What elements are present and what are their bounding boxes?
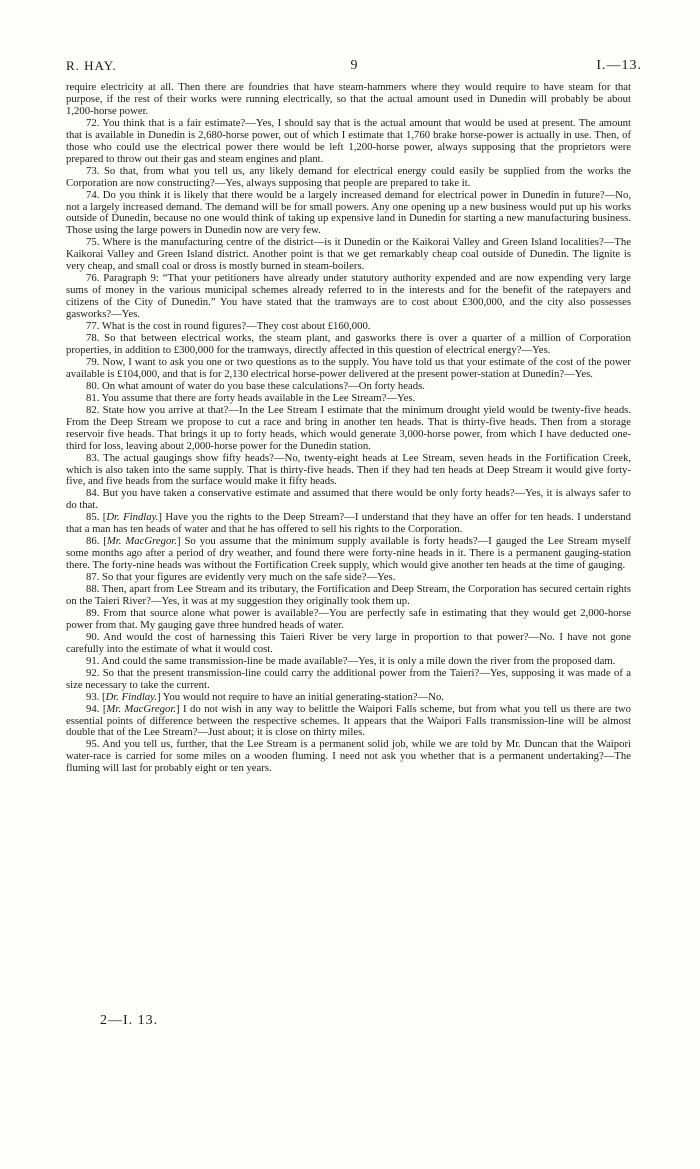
paragraph: 85. [Dr. Findlay.] Have you the rights to the Deep Stream?—I understand that they have an offer for ten heads. I understand that a man has ten heads of water and that he has offered to sell his rights to the Corporation.: [66, 511, 631, 536]
paragraph: 73. So that, from what you tell us, any likely demand for electrical energy could easily be supplied from the works the Corporation are now constructing?—Yes, always supposing that people are prepared to take it.: [66, 164, 631, 189]
paragraph: 79. Now, I want to ask you one or two questions as to the supply. You have told us that your estimate of the cost of the power available is £104,000, and that is for 2,130 electrical horse-power delivered at the present power-station at Dunedin?—Yes.: [66, 355, 631, 380]
paragraph: 83. The actual gaugings show fifty heads?—No, twenty-eight heads at Lee Stream, seven heads in the Fortification Creek, which is also taken into the same supply. That is thirty-five heads. Then if they had ten heads at Deep Stream it would give forty-five, and five heads from the surface would make it fifty heads.: [66, 451, 631, 488]
paragraph: 74. Do you think it is likely that there would be a largely increased demand for electrical power in Dunedin in future?—No, not a largely increased demand. The demand will be for small powers. Any one opening up a new business would put up his works outside of Dunedin, because no one would think of taking up expensive land in Dunedin for starting a new manufacturing business. Those using the large powers in Dunedin now are very few.: [66, 188, 631, 237]
paragraph: 78. So that between electrical works, the steam plant, and gasworks there is over a quarter of a million of Corporation properties, in addition to £300,000 for the tramways, directly affected in this question of electrical energy?—Yes.: [66, 332, 631, 356]
paragraph: 81. You assume that there are forty heads available in the Lee Stream?—Yes.: [86, 391, 416, 404]
paragraph: require electricity at all. Then there are foundries that have steam-hammers where they would require to have steam for that purpose, if the rest of their works were running electrically, so that the actual amount used in Dunedin will probably be about 1,200-horse power.: [66, 81, 631, 117]
paragraph: 84. But you have taken a conservative estimate and assumed that there would be only forty heads?—Yes, it is always safer to do that.: [66, 487, 631, 512]
header-witness-name: R. HAY.: [66, 58, 117, 73]
paragraph: 90. And would the cost of harnessing this Taieri River be very large in proportion to that power?—No. I have not gone carefully into the estimate of what it would cost.: [66, 630, 631, 655]
paragraph: 89. From that source alone what power is available?—You are perfectly safe in estimating that they would get 2,000-horse power from that. My gauging gave three hundred heads of water.: [66, 606, 631, 631]
speaker-name: Mr. MacGregor.: [106, 702, 176, 715]
question-number: 85.: [86, 511, 100, 524]
paragraph: 87. So that your figures are evidently very much on the safe side?—Yes.: [86, 571, 396, 584]
paragraph: 80. On what amount of water do you base these calculations?—On forty heads.: [86, 379, 425, 392]
paragraph: 86. [Mr. MacGregor.] So you assume that the minimum supply available is forty heads?—I gauged the Lee Stream myself some months ago after a period of dry weather, and found there were forty-nine heads in it. There is a permanent gauging-station there. The forty-nine heads was without the Fortification Creek supply, which would give another ten heads at the time of gauging.: [66, 535, 631, 572]
paragraph-text: ] I do not wish in any way to belittle the Waipori Falls scheme, but from what you tell us there are two essential points of difference between the respective schemes. It appears that the Waipori Falls transmission-line will be almost double that of the Lee Stream?—Just about; it is close on thirty miles.: [66, 702, 631, 739]
speaker-name: Dr. Findlay.: [106, 511, 159, 524]
paragraph: 72. You think that is a fair estimate?—Yes, I should say that is the actual amount that would be used at present. The amount that is available in Dunedin is 2,680-horse power, out of which I estimate that 1,760 brake horse-power is actually in use. Then, of those who could use the electrical power there would be left 1,200-horse power, always supposing that the proprietors were prepared to throw out their gas and steam engines and plant.: [66, 116, 631, 165]
page-header: [66, 58, 642, 76]
page-number: 9: [350, 58, 358, 73]
paragraph: 75. Where is the manufacturing centre of the district—is it Dunedin or the Kaikorai Valley and Green Island localities?—The Kaikorai Valley and Green Island district. Another point is that we get remarkably cheap coal outside of Dunedin. The lignite is very cheap, and small coal or dross is mostly burned in steam-boilers.: [66, 236, 631, 273]
paragraph: 95. And you tell us, further, that the Lee Stream is a permanent solid job, while we are told by Mr. Duncan that the Waipori water-race is carried for some miles on a wooden fluming. I need not ask you whether that is a permanent undertaking?—The fluming will last for probably eight or ten years.: [66, 738, 631, 775]
signature-mark: 2—I. 13.: [100, 1013, 159, 1028]
testimony-body: [66, 82, 631, 775]
paragraph-text: ] You would not require to have an initial generating-station?—No.: [156, 690, 444, 703]
paragraph: 88. Then, apart from Lee Stream and its tributary, the Fortification and Deep Stream, the Corporation has secured certain rights on the Taieri River?—Yes, it was at my suggestion they originally took them up.: [66, 583, 631, 607]
question-number: 93.: [86, 690, 100, 703]
paragraph: 93. [Dr. Findlay.] You would not require to have an initial generating-station?—No.: [86, 690, 444, 703]
paragraph: 91. And could the same transmission-line be made available?—Yes, it is only a mile down the river from the proposed dam.: [86, 654, 616, 667]
paragraph: 77. What is the cost in round figures?—They cost about £160,000.: [86, 320, 371, 333]
speaker-name: Mr. MacGregor.: [106, 535, 177, 548]
speaker-name: Dr. Findlay.: [105, 690, 157, 703]
question-number: 94.: [86, 702, 100, 715]
paragraph: 94. [Mr. MacGregor.] I do not wish in any way to belittle the Waipori Falls scheme, but from what you tell us there are two essential points of difference between the respective schemes. It appears that the Waipori Falls transmission-line will be almost double that of the Lee Stream?—Just about; it is close on thirty miles.: [66, 702, 631, 739]
paragraph: 92. So that the present transmission-line could carry the additional power from the Taieri?—Yes, supposing it was made of a size necessary to take the current.: [66, 666, 631, 691]
paragraph: 76. Paragraph 9: “That your petitioners have already under statutory authority expended and are now expending very large sums of money in the various municipal schemes already referred to in the interests and for the benefit of the ratepayers and citizens of the City of Dunedin.” You have stated that the tramways are to cost about £300,000, and the city also possesses gasworks?—Yes.: [66, 272, 631, 321]
document-reference: I.—13.: [596, 58, 642, 73]
question-number: 86.: [86, 535, 100, 548]
paragraph-text: ] Have you the rights to the Deep Stream?—I understand that they have an offer for ten heads. I understand that a man has ten heads of water and that he has offered to sell his rights to the Corporation.: [66, 511, 631, 536]
paragraph-text: ] So you assume that the minimum supply available is forty heads?—I gauged the Lee Stream myself some months ago after a period of dry weather, and found there were forty-nine heads in it. There is a permanent gauging-station there. The forty-nine heads was without the Fortification Creek supply, which would give another ten heads at the time of gauging.: [66, 535, 631, 572]
paragraph: 82. State how you arrive at that?—In the Lee Stream I estimate that the minimum drought yield would be twenty-five heads. From the Deep Stream we propose to cut a race and bring in another ten heads. That is thirty-five heads. Then from a storage reservoir five heads. That brings it up to forty heads, which would generate 3,000-horse power, from which I have deducted one-third for loss, leaving about 2,000-horse power for the Dunedin station.: [66, 403, 631, 452]
